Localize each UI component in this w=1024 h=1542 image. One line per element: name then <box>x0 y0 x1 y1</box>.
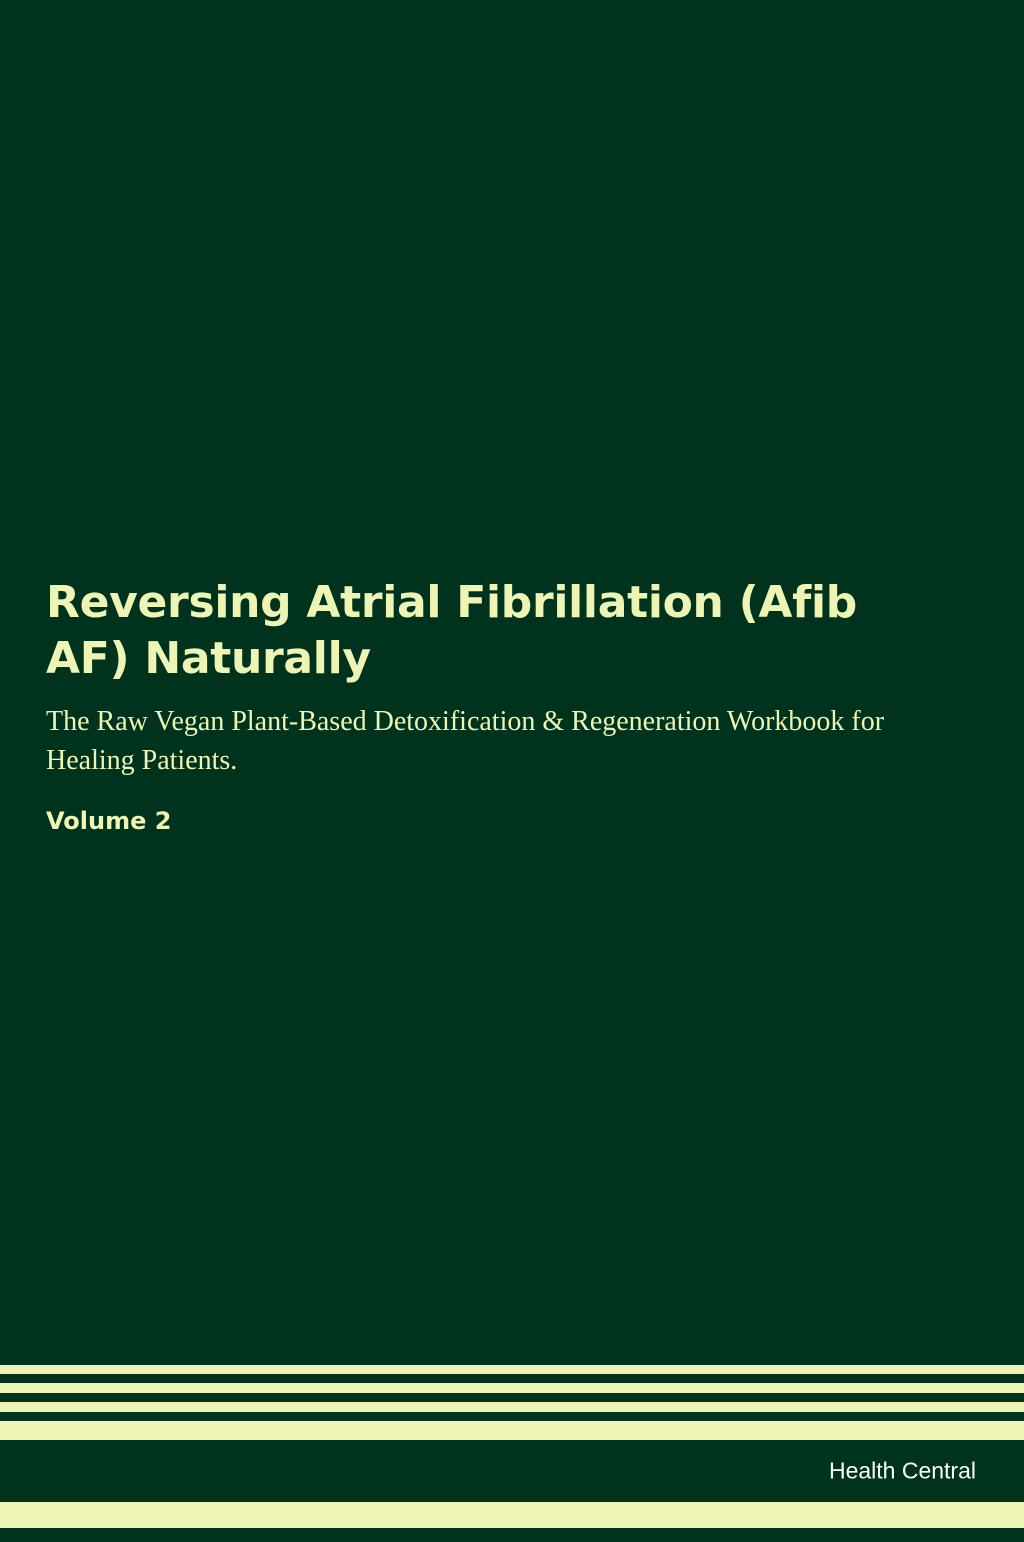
page-title: Reversing Atrial Fibrillation (Afib AF) Naturally <box>46 577 857 685</box>
stripe-dark-1 <box>0 1374 1024 1383</box>
stripe-dark-2 <box>0 1393 1024 1402</box>
volume-label: Volume 2 <box>46 807 172 836</box>
book-subtitle: The Raw Vegan Plant-Based Detoxification & Regeneration Workbook for Healing Patients. <box>46 705 885 777</box>
stripe-light-3 <box>0 1402 1024 1412</box>
stripe-light-5 <box>0 1502 1024 1528</box>
cover-text-block <box>46 575 946 835</box>
stripe-light-4 <box>0 1421 1024 1440</box>
publisher-band <box>0 1440 1024 1502</box>
stripe-light-1 <box>0 1365 1024 1374</box>
stripe-dark-3 <box>0 1412 1024 1421</box>
bottom-stripe-decoration <box>0 1365 1024 1542</box>
publisher-name: Health Central <box>828 1457 976 1484</box>
stripe-dark-4 <box>0 1528 1024 1542</box>
stripe-light-2 <box>0 1383 1024 1393</box>
